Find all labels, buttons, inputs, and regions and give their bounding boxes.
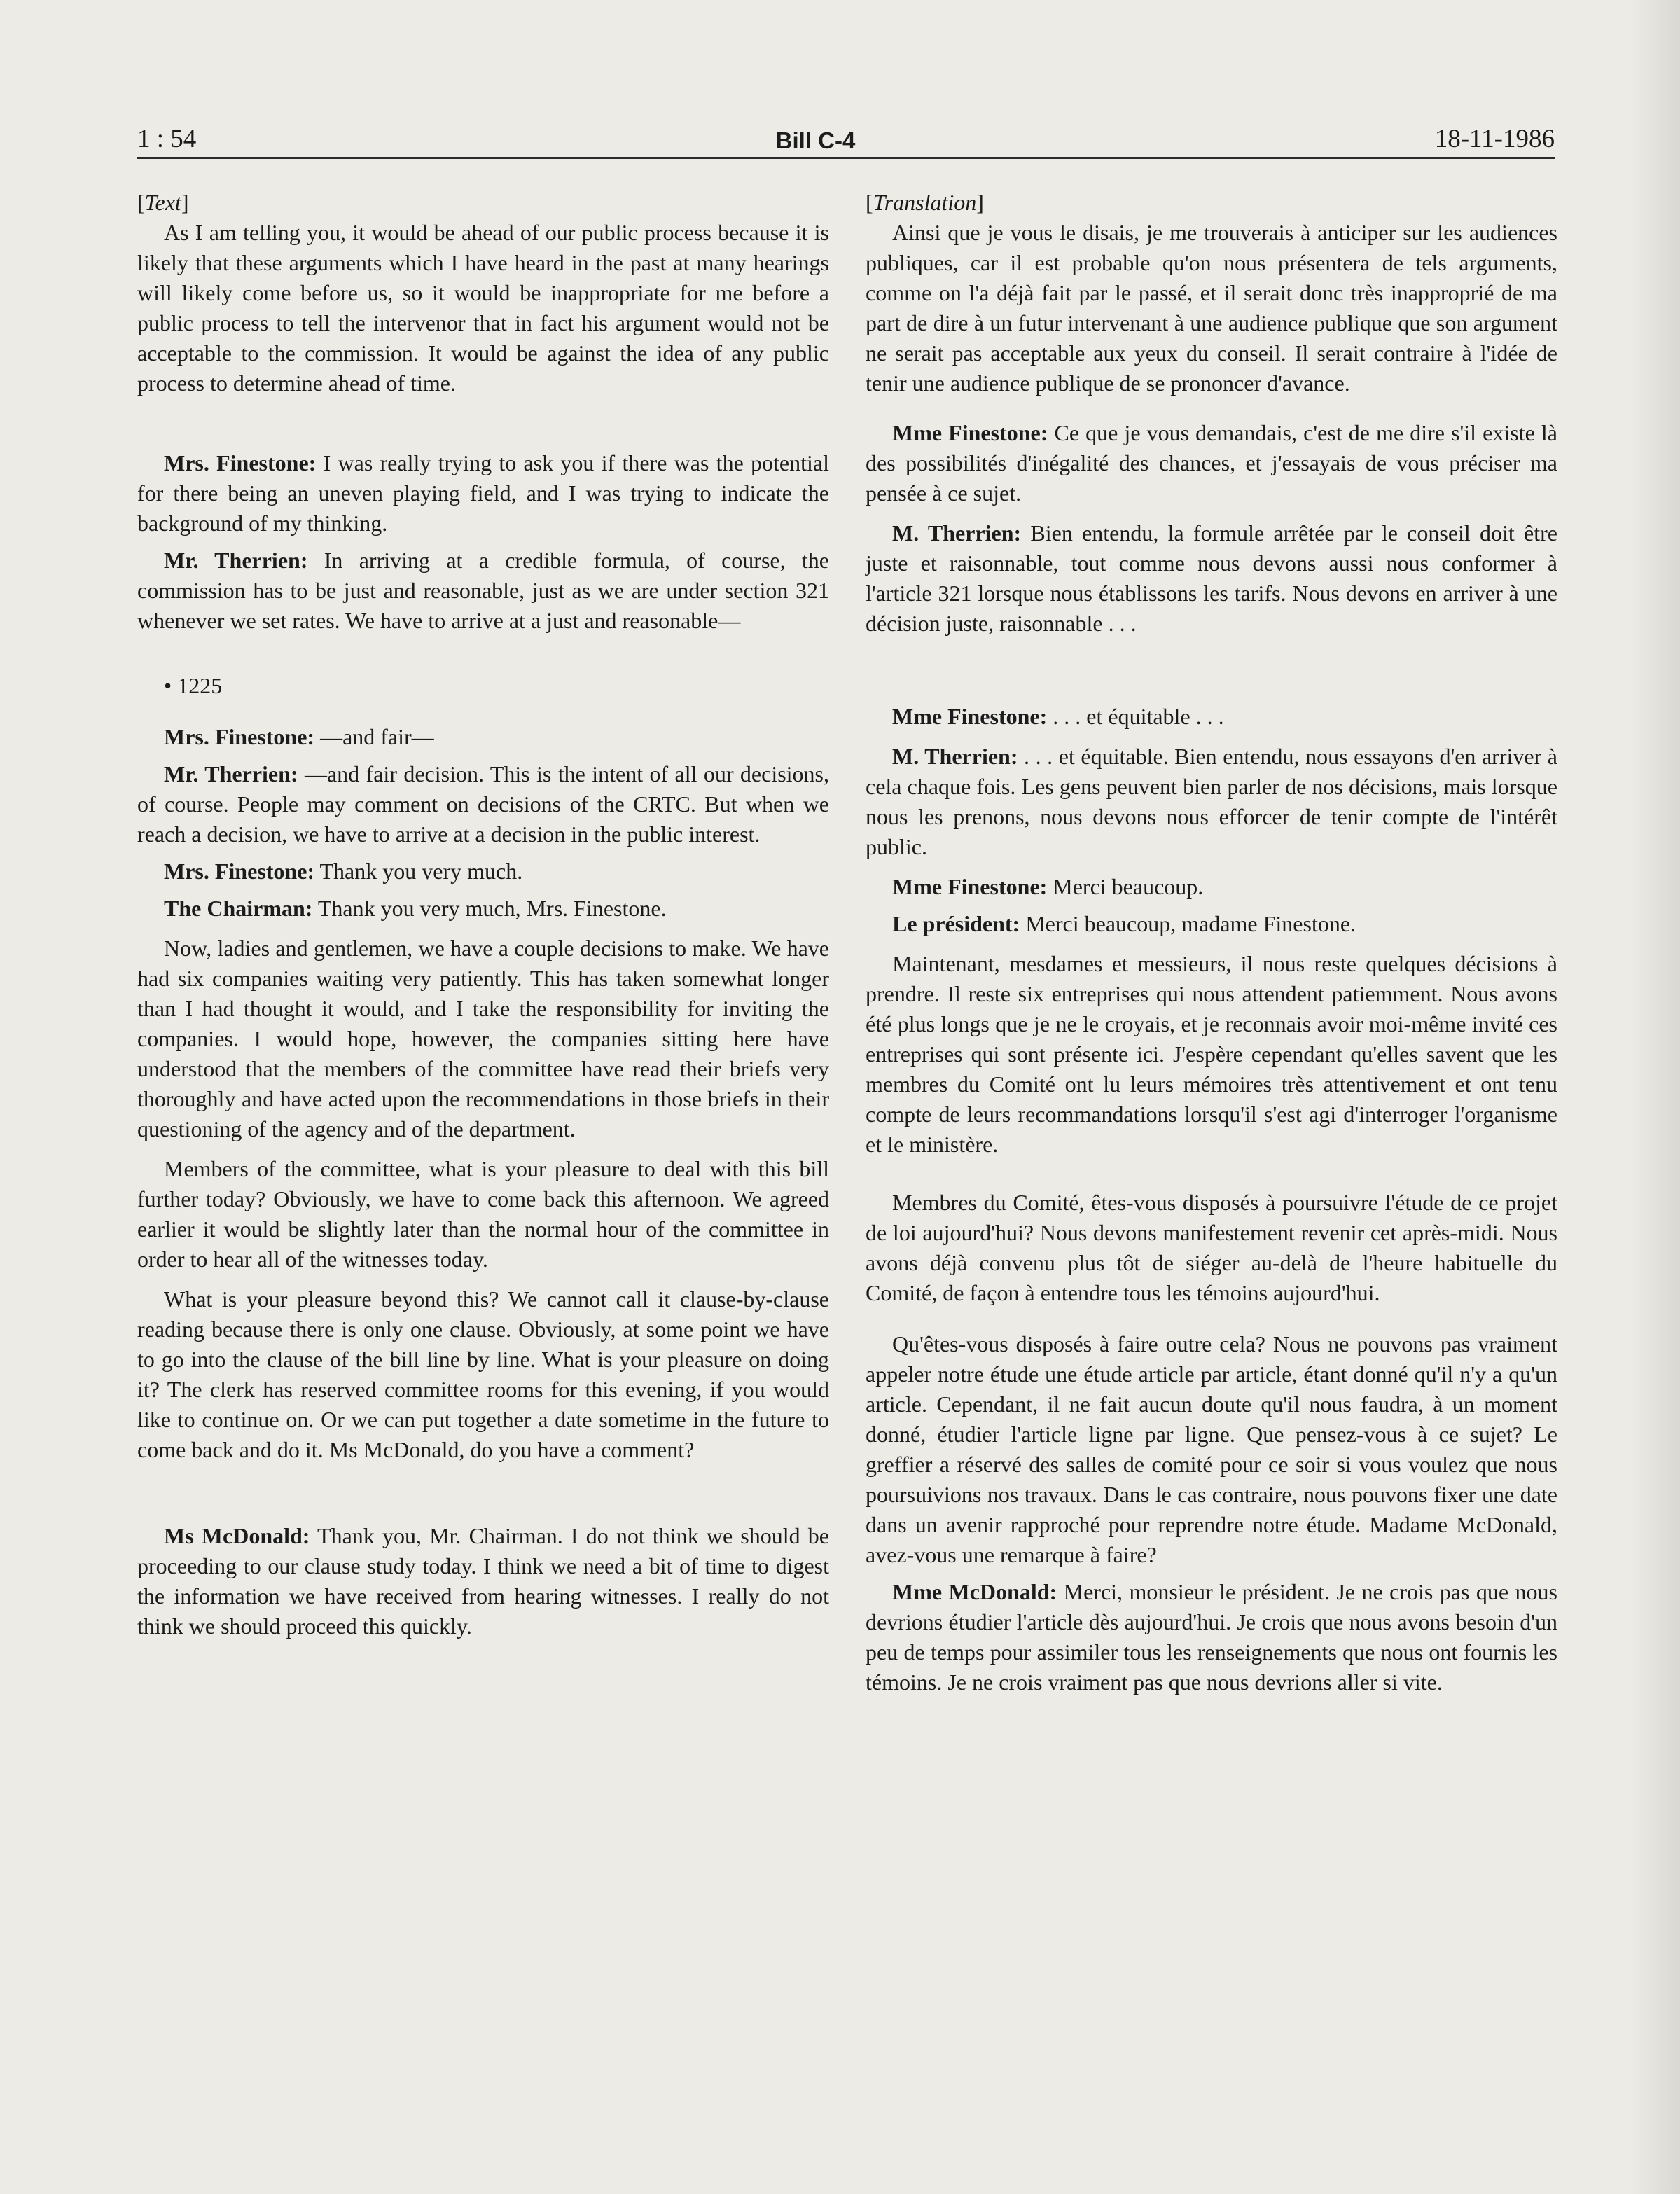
speaker: The Chairman: bbox=[164, 896, 313, 921]
page-header bbox=[137, 119, 1555, 154]
paragraph bbox=[866, 418, 1557, 508]
speaker: Mr. Therrien: bbox=[164, 761, 298, 786]
paragraph: Members of the committee, what is your pleasure to deal with this bill further today? Obviously, we have to come back this afternoon. We agreed earlier it would be slightly later than the normal hour of the committee in order to hear all of the witnesses today. bbox=[137, 1156, 829, 1272]
french-column bbox=[866, 188, 1557, 1697]
paragraph bbox=[866, 872, 1557, 902]
paragraph bbox=[137, 759, 829, 849]
speaker: Le président: bbox=[892, 911, 1020, 936]
speaker: Mrs. Finestone: bbox=[164, 724, 315, 749]
page-date: 18-11-1986 bbox=[1434, 125, 1555, 153]
column-tag: [Translation] bbox=[866, 190, 984, 215]
speaker: Mme McDonald: bbox=[892, 1579, 1057, 1604]
speaker: M. Therrien: bbox=[892, 520, 1022, 546]
tag-text: Translation bbox=[873, 190, 977, 215]
paragraph: Membres du Comité, êtes-vous disposés à poursuivre l'étude de ce projet de loi aujourd'hui? Nous devons manifestement revenir cet après-midi. Nous avons déjà convenu plus tôt de siéger au-delà de l'heure habituelle du Comité, de façon à entendre tous les témoins aujourd'hui. bbox=[866, 1190, 1557, 1305]
speech: In arriving at a credible formula, of course, the commission has to be just and reasonable, just as we are under section 321 whenever we set rates. We have to arrive at a just and reasonable— bbox=[137, 548, 830, 633]
speaker: Mr. Therrien: bbox=[164, 548, 308, 573]
paragraph: What is your pleasure beyond this? We cannot call it clause-by-clause reading because there is only one clause. Obviously, at some point we have to go into the clause of the bill line by line. What is your pleasure on doing it? The clerk has reserved committee rooms for this evening, if you would like to continue on. Or we can put together a date sometime in the future to come back and do it. Ms McDonald, do you have a comment? bbox=[137, 1286, 829, 1462]
speech: —and fair decision. This is the intent of all our decisions, of course. People may comment on decisions of the CRTC. But when we reach a decision, we have to arrive at a decision in the public interest. bbox=[137, 761, 830, 847]
speech: Bien entendu, la formule arrêtée par le conseil doit être juste et raisonnable, tout comme nous devons aussi nous conformer à l'article 321 lorsque nous établissons les tarifs. Nous devons en arriver à une décision juste, raisonnable . . . bbox=[866, 520, 1558, 636]
paragraph bbox=[866, 518, 1557, 639]
paragraph: Ainsi que je vous le disais, je me trouverais à anticiper sur les audiences publiques, car il est probable qu'on nous présentera de tels arguments, comme on l'a déjà fait par le passé, et il serait donc très inapproprié de ma part de dire à un futur intervenant à une audience publique que son argument ne serait pas acceptable aux yeux du conseil. Il serait contraire à l'idée de tenir une audience publique de se prononcer d'avance. bbox=[866, 220, 1557, 396]
speaker: Mme Finestone: bbox=[892, 420, 1048, 445]
paragraph bbox=[866, 702, 1557, 732]
paragraph bbox=[137, 1521, 829, 1641]
speech: Thank you very much. bbox=[314, 859, 523, 884]
speech: Thank you, Mr. Chairman. I do not think we should be proceeding to our clause study today. I think we need a bit of time to digest the information we have received from hearing witnesses. I really do not think we should proceed this quickly. bbox=[137, 1523, 830, 1639]
speaker: Mme Finestone: bbox=[892, 874, 1048, 899]
tag-text: Text bbox=[144, 190, 181, 215]
speech: I was really trying to ask you if there was the potential for there being an uneven playing field, and I was trying to indicate the background of my thinking. bbox=[137, 450, 830, 536]
speaker: Ms McDonald: bbox=[164, 1523, 310, 1548]
paragraph bbox=[866, 909, 1557, 939]
speaker: Mme Finestone: bbox=[892, 704, 1048, 729]
paragraph: As I am telling you, it would be ahead of our public process because it is likely that these arguments which I have heard in the past at many hearings will likely come before us, so it would be inappropriate for me before a public process to tell the intervenor that in fact his argument would not be acceptable to the commission. It would be against the idea of any public process to determine ahead of time. bbox=[137, 220, 829, 396]
speaker: Mrs. Finestone: bbox=[164, 859, 315, 884]
speech: Merci beaucoup. bbox=[1047, 874, 1204, 899]
time-marker: • 1225 bbox=[164, 673, 223, 698]
speech: Ce que je vous demandais, c'est de me dire s'il existe là des possibilités d'inégalité des chances, et j'essayais de vous préciser ma pensée à ce sujet. bbox=[866, 420, 1558, 506]
page-number: 1 : 54 bbox=[137, 125, 197, 153]
speech: . . . et équitable . . . bbox=[1047, 704, 1224, 729]
speech: Merci beaucoup, madame Finestone. bbox=[1020, 911, 1356, 936]
paragraph bbox=[137, 722, 829, 752]
english-column bbox=[137, 188, 829, 1641]
column-tag: [Text] bbox=[137, 190, 189, 215]
speech: Thank you very much, Mrs. Finestone. bbox=[312, 896, 667, 921]
paragraph bbox=[137, 546, 829, 636]
speech: Merci, monsieur le président. Je ne crois pas que nous devrions étudier l'article dès aujourd'hui. Je crois que nous avons besoin d'un peu de temps pour assimiler tous les renseignements que nous ont fournis les témoins. Je ne crois vraiment pas que nous devrions aller si vite. bbox=[866, 1579, 1558, 1695]
paragraph bbox=[866, 1577, 1557, 1697]
speech: . . . et équitable. Bien entendu, nous essayons d'en arriver à cela chaque fois. Les gens peuvent bien parler de nos décisions, mais lorsque nous les prenons, nous devons nous efforcer de tenir compte de l'intérêt public. bbox=[866, 744, 1557, 859]
page-edge-shadow bbox=[1631, 0, 1680, 2194]
paragraph bbox=[866, 742, 1557, 862]
bill-title: Bill C-4 bbox=[775, 127, 856, 153]
paragraph: Qu'êtes-vous disposés à faire outre cela? Nous ne pouvons pas vraiment appeler notre étude une étude article par article, étant donné qu'il n'y a qu'un article. Cependant, il ne fait aucun doute qu'il nous faudra, à un moment donné, étudier l'article ligne par ligne. Que pensez-vous à ce sujet? Le greffier a réservé des salles de comité pour ce soir si vous voulez que nous poursuivions nos travaux. Dans le cas contraire, nous pouvons fixer une date dans un avenir rapproché pour reprendre notre étude. Madame McDonald, avez-vous une remarque à faire? bbox=[866, 1331, 1557, 1567]
paragraph: Maintenant, mesdames et messieurs, il nous reste quelques décisions à prendre. Il reste six entreprises qui nous attendent patiemment. Nous avons été plus longs que je ne le croyais, et je reconnais avoir moi-même invité ces entreprises qui sont présente ici. J'espère cependant qu'elles savent que les membres du Comité ont lu leurs mémoires très attentivement et ont tenu compte de leurs recommandations lorsqu'il s'est agi d'interroger l'organisme et le ministère. bbox=[866, 951, 1557, 1157]
paragraph bbox=[137, 894, 829, 924]
speaker: M. Therrien: bbox=[892, 744, 1018, 769]
header-rule bbox=[137, 157, 1555, 159]
paragraph bbox=[137, 856, 829, 887]
paragraph bbox=[137, 448, 829, 539]
paragraph: Now, ladies and gentlemen, we have a couple decisions to make. We have had six companies waiting very patiently. This has taken somewhat longer than I had thought it would, and I take the responsibility for inviting the companies. I would hope, however, the companies sitting here have understood that the members of the committee have read their briefs very thoroughly and have acted upon the recommendations in those briefs in their questioning of the agency and of the department. bbox=[137, 936, 829, 1141]
speech: —and fair— bbox=[314, 724, 434, 749]
speaker: Mrs. Finestone: bbox=[164, 450, 317, 475]
